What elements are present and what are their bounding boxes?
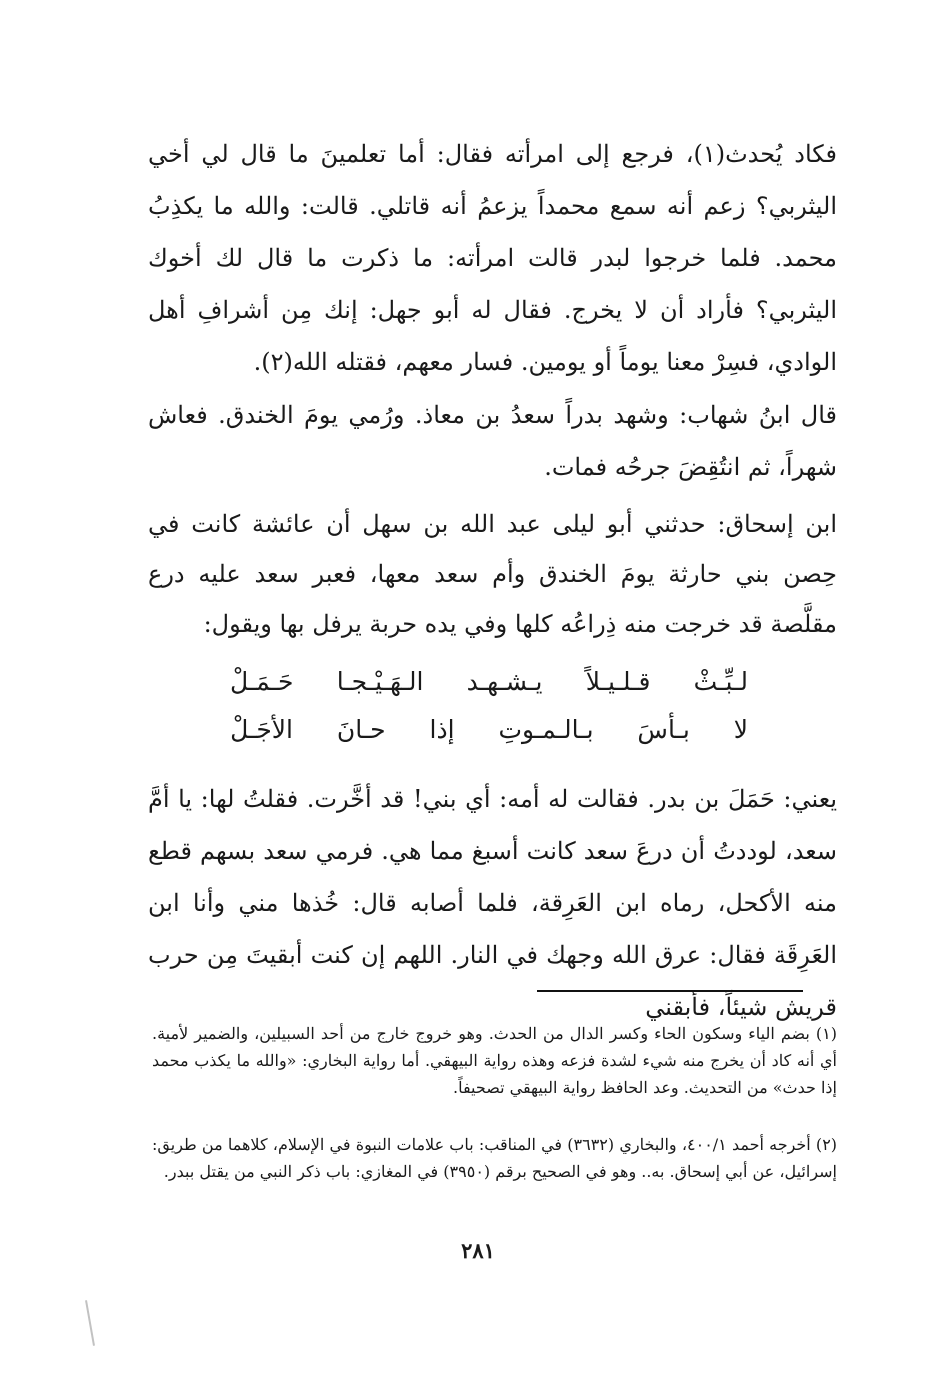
footnote-1: (١) بضم الياء وسكون الحاء وكسر الدال من الحدث. وهو خروج خارج من أحد السبيلين، والضمير لأمية. أي أنه كاد أن يخرج منه شيء لشدة فزعه وهذه رواية البيهقي. أما رواية البخاري: «والله ما يكذب محمد إذا حدث» من التحديث. وعد الحافظ رواية البيهقي تصحيفاً.: [152, 1024, 837, 1097]
footnote-separator: [537, 990, 803, 992]
paragraph-3: ابن إسحاق: حدثني أبو ليلى عبد الله بن سهل أن عائشة كانت في حِصن بني حارثة يومَ الخندق وأم سعد معها، فعبر سعد عليه درع مقلَّصة قد خرجت منه ذِراعُه كلها وفي يده حربة يرفل بها ويقول:: [148, 510, 837, 638]
poem-word: الأجَـلْ: [230, 715, 293, 744]
scan-margin-mark: [85, 1300, 95, 1346]
poem-verse-2: [230, 710, 748, 750]
poem-word: الـهَـيْـجـا: [336, 667, 424, 696]
poem-word: يـشـهـد: [466, 667, 543, 696]
footnote-2: (٢) أخرجه أحمد ٤٠٠/١، والبخاري (٣٦٣٢) في المناقب: باب علامات النبوة في الإسلام، كلاهما من طريق: إسرائيل، عن أبي إسحاق. به.. وهو في الصحيح برقم (٣٩٥٠) في المغازي: باب ذكر النبي من يقتل ببدر.: [152, 1135, 838, 1181]
poem-word: قـلـيـلاً: [585, 667, 651, 696]
page-number: ٢٨١: [461, 1238, 495, 1263]
poem-word: لا: [733, 715, 748, 744]
poem-word: لـبِّـثْ: [693, 667, 748, 696]
poem-word: حَـمَـلْ: [230, 667, 294, 696]
poem-word: بـالـمـوتِ: [498, 715, 594, 744]
poem-word: حـانَ: [336, 715, 386, 744]
paragraph-2: قال ابنُ شهاب: وشهد بدراً سعدُ بن معاذ. ورُمي يومَ الخندق. فعاش شهراً، ثم انتُقِضَ جرحُه فمات.: [148, 401, 838, 481]
paragraph-1: فكاد يُحدث(١)، فرجع إلى امرأته فقال: أما تعلمينَ ما قال لي أخي اليثربي؟ زعم أنه سمع محمداً يزعمُ أنه قاتلي. قالت: والله ما يكذِبُ محمد. فلما خرجوا لبدر قالت امرأته: ما ذكرت ما قال لك أخوك اليثربي؟ فأراد أن لا يخرج. فقال له أبو جهل: إنك مِن أشرافِ أهل الوادي، فسِرْ معنا يوماً أو يومين. فسار معهم، فقتله الله(٢).: [148, 140, 838, 376]
poem-verse-1: [230, 662, 748, 702]
poem-word: إذا: [429, 715, 455, 744]
poem-word: بـأسَ: [637, 715, 690, 744]
paragraph-4: يعني: حَمَلَ بن بدر. فقالت له أمه: أي بني! قد أخَّرت. فقلتُ لها: يا أمَّ سعد، لوددتُ أن درعَ سعد كانت أسبغ مما هي. فرمي سعد بسهم قطع منه الأكحل، رماه ابن العَرِقة، فلما أصابه قال: خُذها مني وأنا ابن العَرِقَة فقال: عرق الله وجهك في النار. اللهم إن كنت أبقيتَ مِن حرب قريش شيئاً، فأبقني: [148, 785, 837, 1021]
